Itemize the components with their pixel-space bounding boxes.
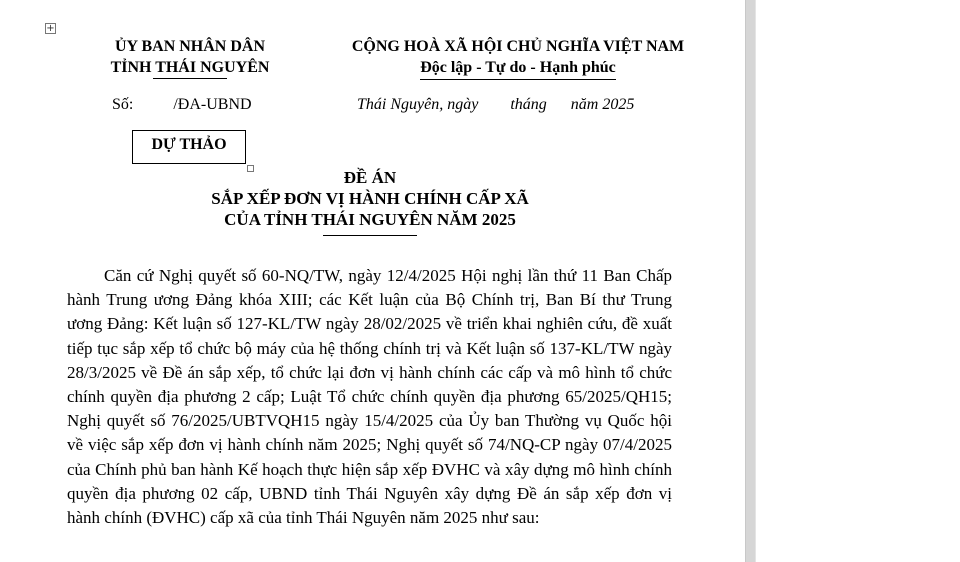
title-line-2: SẮP XẾP ĐƠN VỊ HÀNH CHÍNH CẤP XÃ <box>211 189 529 208</box>
document-number <box>112 96 252 114</box>
doc-number-code: /ĐA-UBND <box>173 96 252 113</box>
title-divider <box>323 235 417 236</box>
authority-line-2: TỈNH THÁI NGUYÊN <box>110 59 270 76</box>
draft-label-box: DỰ THẢO <box>132 130 246 164</box>
national-title <box>320 36 716 80</box>
issuing-authority <box>90 36 290 79</box>
title-line-3: CỦA TỈNH THÁI NGUYÊN NĂM 2025 <box>224 210 516 229</box>
authority-divider <box>153 78 227 79</box>
title-line-1: ĐỀ ÁN <box>343 168 397 187</box>
document-title <box>70 167 670 236</box>
body-paragraph: Căn cứ Nghị quyết số 60-NQ/TW, ngày 12/4/2025 Hội nghị lần thứ 11 Ban Chấp hành Trung ương Đảng khóa XIII; các Kết luận của Bộ Chính trị, Ban Bí thư Trung ương Đảng: Kết luận số 127-KL/TW ngày 28/02/2025 về triển khai nghiên cứu, đề xuất tiếp tục sắp xếp tổ chức bộ máy của hệ thống chính trị và Kết luận số 137-KL/TW ngày 28/3/2025 về Đề án sắp xếp, tổ chức lại đơn vị hành chính các cấp và mô hình tổ chức chính quyền địa phương 2 cấp; Luật Tổ chức chính quyền địa phương 65/2025/QH15; Nghị quyết số 76/2025/UBTVQH15 ngày 15/4/2025 của Ủy ban Thường vụ Quốc hội về việc sắp xếp đơn vị hành chính năm 2025; Nghị quyết số 74/NQ-CP ngày 07/4/2025 của Chính phủ ban hành Kế hoạch thực hiện sắp xếp ĐVHC và xây dựng mô hình chính quyền địa phương 02 cấp, UBND tỉnh Thái Nguyên xây dựng Đề án sắp xếp đơn vị hành chính (ĐVHC) cấp xã của tỉnh Thái Nguyên năm 2025 như sau: <box>67 266 672 528</box>
page-edge-gutter <box>745 0 756 562</box>
doc-number-label: Số: <box>112 96 134 113</box>
place-date: Thái Nguyên, ngày tháng năm 2025 <box>357 96 635 113</box>
workspace-background <box>756 0 960 562</box>
authority-line-1: ỦY BAN NHÂN DÂN <box>114 38 266 55</box>
national-motto: Độc lập - Tự do - Hạnh phúc <box>420 57 616 80</box>
national-name: CỘNG HOÀ XÃ HỘI CHỦ NGHĨA VIỆT NAM <box>351 38 685 55</box>
table-move-handle-icon[interactable]: + <box>46 23 55 34</box>
